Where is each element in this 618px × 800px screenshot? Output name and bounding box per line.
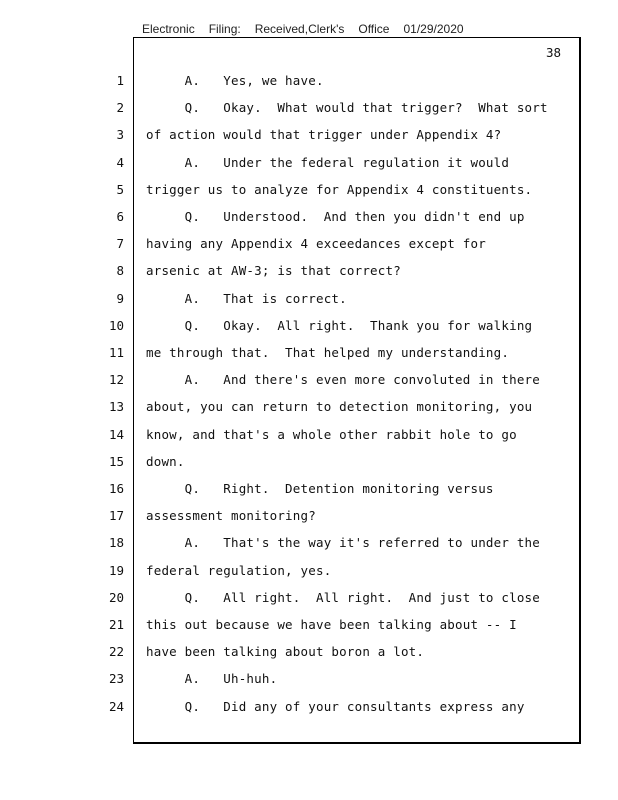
stamp-part: Electronic	[142, 22, 195, 36]
transcript-line: Q. Did any of your consultants express any	[146, 698, 525, 714]
line-number: 16	[108, 481, 124, 496]
transcript-line: Q. All right. All right. And just to close	[146, 589, 541, 605]
line-number: 2	[116, 100, 124, 116]
line-number: 22	[108, 644, 124, 660]
transcript-line: Q. Right. Detention monitoring versus	[146, 481, 494, 496]
transcript-line: A. Uh-huh.	[146, 671, 278, 687]
transcript-line: A. Under the federal regulation it would	[146, 154, 510, 170]
transcript-page-border	[133, 37, 581, 744]
line-number: 12	[108, 372, 124, 388]
line-number: 20	[108, 589, 124, 605]
filing-stamp	[142, 22, 478, 36]
transcript-line: A. And there's even more convoluted in there	[146, 372, 541, 388]
page-number: 38	[546, 45, 562, 60]
line-number: 13	[108, 399, 124, 415]
line-number: 7	[116, 236, 124, 252]
line-number: 6	[116, 209, 124, 224]
stamp-part: Received,Clerk's	[254, 22, 345, 36]
transcript-line: A. That is correct.	[146, 290, 347, 306]
transcript-line: A. That's the way it's referred to under the	[146, 535, 541, 551]
line-number: 4	[116, 154, 124, 170]
transcript-line: trigger us to analyze for Appendix 4 constituents.	[146, 181, 533, 197]
stamp-part: Office	[358, 22, 390, 36]
line-number: 8	[116, 263, 124, 279]
line-number: 14	[108, 426, 124, 442]
line-number: 11	[108, 345, 124, 360]
transcript-line: know, and that's a whole other rabbit hole to go	[146, 426, 517, 442]
line-number: 10	[108, 317, 124, 333]
line-number: 18	[108, 535, 124, 551]
transcript-line: this out because we have been talking about -- I	[146, 617, 517, 632]
transcript-line: about, you can return to detection monitoring, you	[146, 399, 533, 415]
line-number: 19	[108, 562, 124, 578]
line-number: 24	[108, 698, 124, 714]
transcript-line: A. Yes, we have.	[146, 73, 324, 88]
transcript-line: of action would that trigger under Appendix 4?	[146, 127, 502, 143]
line-number: 15	[108, 453, 124, 469]
transcript-line: have been talking about boron a lot.	[146, 644, 425, 660]
line-number: 9	[116, 290, 124, 306]
transcript-line: Q. Understood. And then you didn't end up	[146, 209, 525, 224]
line-number: 1	[116, 73, 124, 88]
transcript-line: Q. Okay. What would that trigger? What sort	[146, 100, 548, 116]
line-number: 5	[116, 181, 124, 197]
transcript-line: arsenic at AW-3; is that correct?	[146, 263, 401, 279]
transcript-line: assessment monitoring?	[146, 508, 316, 524]
line-number: 17	[108, 508, 124, 524]
transcript-line: Q. Okay. All right. Thank you for walking	[146, 317, 533, 333]
line-number: 23	[108, 671, 124, 687]
line-number: 3	[116, 127, 124, 143]
stamp-part: Filing:	[208, 22, 241, 36]
transcript-line: down.	[146, 453, 185, 469]
transcript-line: federal regulation, yes.	[146, 562, 332, 578]
transcript-line: me through that. That helped my understanding.	[146, 345, 510, 360]
line-number: 21	[108, 617, 124, 632]
stamp-part: 01/29/2020	[403, 22, 464, 36]
transcript-line: having any Appendix 4 exceedances except for	[146, 236, 486, 252]
